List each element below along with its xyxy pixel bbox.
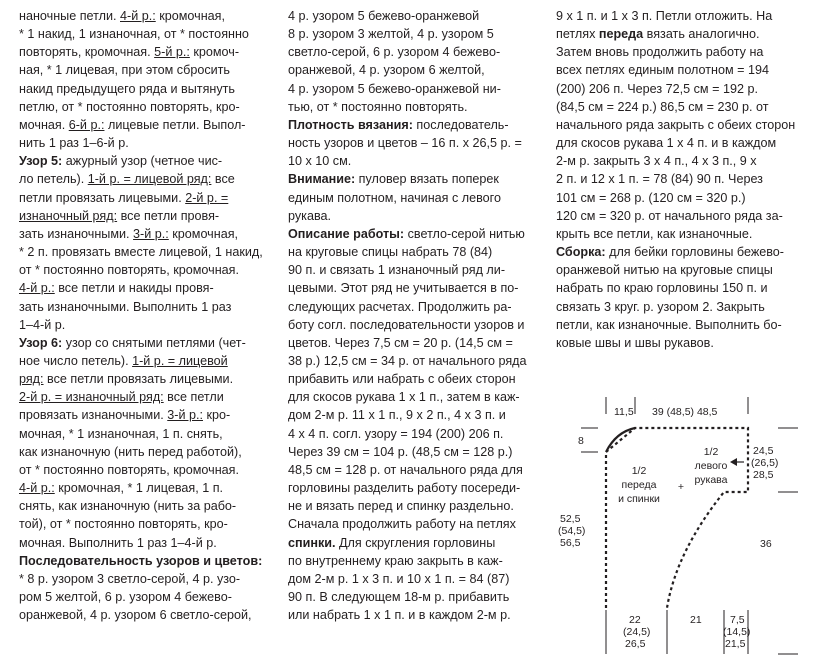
- text-segment: Для скругления горловины: [335, 535, 496, 550]
- text-line: [288, 207, 546, 225]
- text-segment: или набрать 1 х 1 п. и в каждом 2-м р.: [288, 608, 511, 623]
- text-line: [288, 116, 546, 134]
- text-line: [19, 406, 271, 424]
- text-segment: все петли: [163, 390, 224, 405]
- text-line: [288, 261, 546, 279]
- text-line: [19, 80, 271, 98]
- text-segment: боту согл. последовательности узоров и: [288, 317, 525, 332]
- text-segment: 10 х 10 см.: [288, 154, 352, 169]
- text-segment: 48,5 см = 128 р. от начального ряда для: [288, 462, 523, 477]
- bold-heading: Описание работы:: [288, 226, 405, 241]
- text-line: [288, 25, 546, 43]
- text-line: [288, 388, 546, 406]
- text-line: [19, 461, 271, 479]
- text-segment: наночные петли.: [19, 9, 120, 23]
- text-line: [556, 98, 808, 116]
- text-segment: по внутреннему краю закрыть в каж-: [288, 553, 503, 568]
- row-label: изнаночный ряд:: [19, 208, 118, 223]
- dim-left-height-2: (54,5): [558, 525, 586, 537]
- text-line: [19, 352, 271, 370]
- bold-heading: спинки.: [288, 535, 336, 550]
- text-segment: светло-серой, 6 р. узором 4 бежево-: [288, 45, 501, 60]
- text-segment: для скосов рукава 1 х 1 п., затем в каж-: [288, 390, 520, 405]
- center-label-3: и спинки: [618, 493, 660, 505]
- text-segment: 2 п. и 12 х 1 п. = 78 (84) 90 п. Через: [556, 172, 763, 187]
- text-segment: всех петлях единым полотном = 194: [556, 63, 770, 78]
- text-segment: тью, от * постоянно повторять.: [288, 99, 468, 114]
- text-segment: для бейки горловины бежево-: [605, 245, 785, 260]
- text-segment: 8 р. узором 3 желтой, 4 р. узором 5: [288, 27, 494, 42]
- text-segment: оранжевой нитью на круговые спицы: [556, 263, 773, 278]
- text-line: [19, 170, 271, 188]
- center-label-1: 1/2: [631, 465, 647, 477]
- bold-heading: Узор 6:: [19, 335, 63, 350]
- bold-heading: Узор 5:: [19, 154, 63, 169]
- text-line: [288, 606, 546, 624]
- text-segment: ром 5 желтой, 6 р. узором 4 бежево-: [19, 590, 232, 604]
- text-segment: все петли провя-: [117, 208, 220, 223]
- text-line: [556, 134, 808, 152]
- text-line: [19, 116, 271, 134]
- text-line: [288, 243, 546, 261]
- text-line: [288, 7, 546, 25]
- text-segment: лицевые петли. Выпол-: [104, 117, 246, 132]
- text-column-2: [288, 7, 546, 624]
- text-line: [19, 243, 271, 261]
- text-line: [288, 170, 546, 188]
- text-line: [556, 7, 808, 25]
- text-segment: 2-м р. закрыть 3 х 4 п., 4 х 3 п., 9 х: [556, 154, 757, 169]
- text-line: [19, 370, 271, 388]
- dim-bottom-right-2: (14,5): [723, 626, 751, 638]
- text-segment: повторять, кромочная.: [19, 45, 155, 60]
- text-line: [556, 80, 808, 98]
- text-segment: пуловер вязать поперек: [355, 172, 499, 187]
- text-segment: ность узоров и цветов – 16 п. х 26,5 р. =: [288, 136, 522, 151]
- text-line: [288, 370, 546, 388]
- text-line: [556, 25, 808, 43]
- text-segment: 4 р. узором 5 бежево-оранжевой ни-: [288, 81, 501, 96]
- row-label: 3-й р.:: [167, 408, 203, 423]
- text-column-3: [556, 7, 808, 352]
- pattern-diagram: [548, 392, 810, 658]
- text-line: [19, 43, 271, 61]
- sleeve-label-3: рукава: [694, 474, 728, 486]
- row-label: 2-й р. = изнаночный ряд:: [19, 390, 164, 405]
- text-segment: следующих расчетах. Продолжить ра-: [288, 299, 512, 314]
- text-line: [19, 25, 271, 43]
- bold-heading: переда: [598, 27, 644, 42]
- row-label: 4-й р.:: [19, 481, 55, 496]
- text-segment: на круговые спицы набрать 78 (84): [288, 245, 493, 260]
- text-segment: узор со снятыми петлями (чет-: [62, 335, 246, 350]
- text-line: [556, 116, 808, 134]
- text-segment: Через 39 см = 104 р. (48,5 см = 128 р.): [288, 444, 513, 459]
- text-segment: * 2 п. провязать вместе лицевой, 1 накид,: [19, 245, 263, 260]
- text-line: [288, 552, 546, 570]
- text-segment: кромоч-: [189, 45, 240, 60]
- text-line: [556, 279, 808, 297]
- text-line: [19, 279, 271, 297]
- dim-bottom-left-3: 26,5: [625, 638, 646, 650]
- dim-sleeve-width-3: 28,5: [753, 469, 774, 481]
- text-line: [19, 134, 271, 152]
- dim-bottom-right-1: 7,5: [730, 614, 745, 626]
- text-segment: кро-: [202, 408, 231, 423]
- bold-heading: Сборка:: [556, 245, 606, 260]
- text-line: [288, 61, 546, 79]
- sleeve-label-2: левого: [694, 460, 728, 472]
- text-line: [288, 43, 546, 61]
- text-line: [288, 134, 546, 152]
- row-label: 1-й р. = лицевой ряд:: [87, 172, 212, 187]
- text-segment: 4 р. узором 5 бежево-оранжевой: [288, 9, 480, 23]
- text-column-1: [19, 7, 271, 624]
- text-line: [556, 170, 808, 188]
- text-segment: для скосов рукава 1 х 4 п. и в каждом: [556, 136, 777, 151]
- row-label: 2-й р. =: [185, 190, 229, 205]
- text-segment: ная, * 1 лицевая, при этом сбросить: [19, 63, 230, 78]
- text-segment: петлях: [556, 27, 599, 42]
- text-segment: все петли провязать лицевыми.: [43, 372, 234, 387]
- text-line: [288, 534, 546, 552]
- text-segment: все петли и накиды провя-: [54, 281, 214, 296]
- text-segment: (84,5 см = 224 р.) 86,5 см = 230 р. от: [556, 99, 769, 114]
- text-segment: дом 2-м р. 11 х 1 п., 9 х 2 п., 4 х 3 п. и: [288, 408, 506, 423]
- text-line: [288, 189, 546, 207]
- bold-heading: Внимание:: [288, 172, 356, 187]
- text-line: [19, 298, 271, 316]
- text-segment: накид предыдущего ряда и вытянуть: [19, 81, 235, 96]
- text-line: [556, 152, 808, 170]
- center-label-2: переда: [621, 479, 657, 491]
- text-segment: от * постоянно повторять, кромочная.: [19, 462, 239, 477]
- text-line: [19, 225, 271, 243]
- bold-heading: Плотность вязания:: [288, 117, 413, 132]
- dim-top-left: 11,5: [614, 406, 634, 418]
- text-line: [288, 461, 546, 479]
- text-line: [19, 497, 271, 515]
- text-segment: ковые швы и швы рукавов.: [556, 335, 714, 350]
- text-segment: мочная. Выполнить 1 раз 1–4-й р.: [19, 535, 217, 550]
- text-line: [19, 7, 271, 25]
- text-segment: оранжевой, 4 р. узором 6 желтой,: [288, 63, 485, 78]
- text-segment: оранжевой, 4 р. узором 6 светло-серой,: [19, 608, 252, 623]
- text-segment: 4 х 4 п. согл. узору = 194 (200) 206 п.: [288, 426, 504, 441]
- text-segment: 120 см = 320 р. от начального ряда за-: [556, 208, 783, 223]
- text-line: [288, 425, 546, 443]
- text-line: [19, 479, 271, 497]
- text-segment: 90 п. и связать 1 изнаночный ряд ли-: [288, 263, 506, 278]
- text-segment: вязать аналогично.: [643, 27, 760, 42]
- text-segment: 90 п. В следующем 18-м р. прибавить: [288, 590, 510, 604]
- dim-sleeve-width-1: 24,5: [753, 445, 774, 457]
- text-segment: от * постоянно повторять, кромочная.: [19, 263, 239, 278]
- text-line: [19, 189, 271, 207]
- row-label: 1-й р. = лицевой: [132, 353, 228, 368]
- dim-right-height: 36: [760, 538, 772, 550]
- dim-bottom-left-1: 22: [629, 614, 641, 626]
- arrow-icon: [730, 458, 737, 466]
- text-line: [288, 225, 546, 243]
- text-segment: * 1 накид, 1 изнаночная, от * постоянно: [19, 27, 249, 42]
- pattern-outline: [606, 428, 748, 608]
- text-segment: рукава.: [288, 208, 332, 223]
- text-line: [556, 207, 808, 225]
- dim-top-right: 39 (48,5) 48,5: [652, 406, 718, 418]
- text-line: [288, 152, 546, 170]
- text-line: [556, 43, 808, 61]
- text-segment: набрать по краю горловины 150 п. и: [556, 281, 768, 296]
- text-line: [19, 152, 271, 170]
- text-line: [556, 261, 808, 279]
- text-line: [288, 334, 546, 352]
- text-segment: ло петель).: [19, 172, 88, 187]
- text-line: [19, 515, 271, 533]
- text-segment: прибавить или набрать с обеих сторон: [288, 372, 516, 387]
- bold-heading: Последовательность узоров и цветов:: [19, 553, 263, 568]
- text-line: [19, 534, 271, 552]
- text-line: [556, 225, 808, 243]
- text-segment: кромочная,: [155, 9, 225, 23]
- text-segment: начального ряда закрыть с обеих сторон: [556, 117, 796, 132]
- text-line: [19, 552, 271, 570]
- text-line: [19, 316, 271, 334]
- text-segment: петлю, от * постоянно повторять, кро-: [19, 99, 240, 114]
- text-line: [288, 443, 546, 461]
- text-line: [288, 479, 546, 497]
- text-segment: нить 1 раз 1–6-й р.: [19, 136, 129, 151]
- row-label: 4-й р.:: [120, 9, 156, 23]
- row-label: 4-й р.:: [19, 281, 55, 296]
- text-segment: все: [211, 172, 235, 187]
- text-line: [556, 298, 808, 316]
- text-segment: * 8 р. узором 3 светло-серой, 4 р. узо-: [19, 571, 241, 586]
- text-segment: 101 см = 268 р. (120 см = 320 р.): [556, 190, 746, 205]
- text-line: [288, 515, 546, 533]
- text-segment: мочная, * 1 изнаночная, 1 п. снять,: [19, 426, 223, 441]
- text-line: [19, 207, 271, 225]
- text-segment: не и вязать перед и спинку раздельно.: [288, 499, 514, 514]
- text-segment: 1–4-й р.: [19, 317, 66, 332]
- text-segment: ажурный узор (четное чис-: [62, 154, 223, 169]
- dim-neck-depth: 8: [578, 435, 584, 447]
- text-segment: той), от * постоянно повторять, кро-: [19, 517, 228, 532]
- text-line: [19, 98, 271, 116]
- text-line: [19, 261, 271, 279]
- text-segment: Затем вновь продолжить работу на: [556, 45, 764, 60]
- text-line: [556, 334, 808, 352]
- text-segment: цевыми. Этот ряд не учитывается в по-: [288, 281, 519, 296]
- dim-sleeve-width-2: (26,5): [751, 457, 779, 469]
- text-segment: 9 х 1 п. и 1 х 3 п. Петли отложить. На: [556, 9, 773, 23]
- dim-bottom-right-3: 21,5: [725, 638, 746, 650]
- text-segment: 38 р.) 12,5 см = 34 р. от начального ряда: [288, 353, 527, 368]
- text-line: [288, 497, 546, 515]
- text-line: [556, 189, 808, 207]
- text-segment: кромочная, * 1 лицевая, 1 п.: [54, 481, 224, 496]
- text-line: [19, 570, 271, 588]
- text-segment: Сначала продолжить работу на петлях: [288, 517, 516, 532]
- text-line: [556, 61, 808, 79]
- text-line: [19, 388, 271, 406]
- text-segment: провязать изнаночными.: [19, 408, 168, 423]
- text-segment: цветов. Через 7,5 см = 20 р. (14,5 см =: [288, 335, 513, 350]
- text-segment: зать изнаночными.: [19, 226, 134, 241]
- plus-sign: +: [677, 481, 685, 493]
- text-segment: горловины разделить работу посереди-: [288, 481, 521, 496]
- text-segment: единым полотном, начиная с левого: [288, 190, 501, 205]
- row-label: 3-й р.:: [133, 226, 169, 241]
- text-line: [19, 606, 271, 624]
- row-label: 6-й р.:: [68, 117, 105, 132]
- row-label: 5-й р.:: [154, 45, 190, 60]
- text-line: [288, 279, 546, 297]
- text-line: [288, 570, 546, 588]
- text-segment: петли, как изнаночные. Выполнить бо-: [556, 317, 782, 332]
- text-segment: петли провязать лицевыми.: [19, 190, 186, 205]
- row-label: ряд:: [19, 372, 44, 387]
- text-line: [288, 298, 546, 316]
- dim-left-height-3: 56,5: [560, 537, 581, 549]
- text-line: [19, 443, 271, 461]
- sleeve-label-1: 1/2: [703, 446, 719, 458]
- text-line: [288, 406, 546, 424]
- text-line: [288, 352, 546, 370]
- text-line: [556, 243, 808, 261]
- text-line: [288, 316, 546, 334]
- text-line: [19, 425, 271, 443]
- text-segment: светло-серой нитью: [404, 226, 525, 241]
- text-segment: зать изнаночными. Выполнить 1 раз: [19, 299, 232, 314]
- text-line: [288, 80, 546, 98]
- text-line: [288, 588, 546, 606]
- text-segment: связать 3 круг. р. узором 2. Закрыть: [556, 299, 765, 314]
- dim-left-height-1: 52,5: [560, 513, 581, 525]
- text-segment: крыть все петли, как изнаночные.: [556, 226, 753, 241]
- text-line: [556, 316, 808, 334]
- text-segment: как изнаночную (нить перед работой),: [19, 444, 242, 459]
- text-line: [19, 588, 271, 606]
- text-segment: (200) 206 п. Через 72,5 см = 192 р.: [556, 81, 758, 96]
- text-segment: ное число петель).: [19, 353, 133, 368]
- text-segment: дом 2-м р. 1 х 3 п. и 10 х 1 п. = 84 (87): [288, 571, 510, 586]
- text-segment: мочная.: [19, 117, 69, 132]
- text-segment: последователь-: [412, 117, 509, 132]
- text-line: [19, 61, 271, 79]
- dim-bottom-mid: 21: [690, 614, 702, 626]
- text-line: [19, 334, 271, 352]
- dim-bottom-left-2: (24,5): [623, 626, 651, 638]
- text-segment: кромочная,: [168, 226, 239, 241]
- text-line: [288, 98, 546, 116]
- text-segment: снять, как изнаночную (нить за рабо-: [19, 499, 237, 514]
